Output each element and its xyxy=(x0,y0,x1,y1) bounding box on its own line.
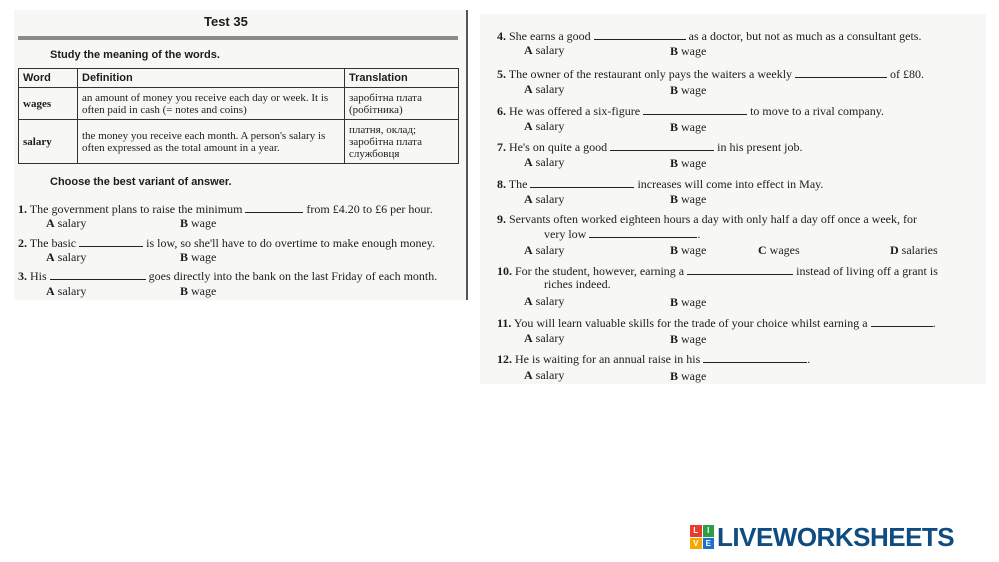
option-letter: A xyxy=(524,294,533,308)
option-letter: A xyxy=(46,216,55,230)
question-text-after: . xyxy=(697,227,701,241)
option-letter: A xyxy=(524,368,533,382)
question-text-before: He is waiting for an annual raise in his xyxy=(515,352,701,366)
question-8 xyxy=(497,176,823,191)
question-9-continuation xyxy=(544,226,700,241)
option-b[interactable] xyxy=(670,295,706,310)
option-label: wages xyxy=(769,243,800,257)
option-a[interactable] xyxy=(524,243,564,258)
answer-blank[interactable] xyxy=(594,28,686,40)
vocabulary-table xyxy=(18,68,459,164)
option-letter: A xyxy=(524,82,533,96)
question-text-before: The basic xyxy=(29,236,77,250)
option-a[interactable] xyxy=(524,294,564,309)
logo-mark-icon xyxy=(690,525,714,549)
option-letter: B xyxy=(180,250,189,264)
answer-blank[interactable] xyxy=(687,263,793,275)
question-6 xyxy=(497,103,884,118)
option-label: salary xyxy=(535,82,565,96)
question-text-before: very low xyxy=(544,227,587,241)
question-text-after: instead of living off a grant is xyxy=(796,264,938,278)
question-number: 8. xyxy=(497,177,506,191)
option-label: wage xyxy=(681,332,707,346)
question-text-after: as a doctor, but not as much as a consultant gets. xyxy=(688,29,922,43)
option-a[interactable] xyxy=(524,119,564,134)
logo-mark-tile: E xyxy=(703,538,715,550)
table-row xyxy=(19,88,459,120)
option-label: wage xyxy=(681,243,707,257)
answer-blank[interactable] xyxy=(589,226,697,238)
option-label: salary xyxy=(57,284,87,298)
option-b[interactable] xyxy=(670,44,706,59)
option-label: wage xyxy=(191,284,217,298)
question-text-before: The xyxy=(508,177,528,191)
test-title: Test 35 xyxy=(204,14,248,29)
question-text-before: She earns a good xyxy=(509,29,591,43)
option-b[interactable] xyxy=(180,284,216,299)
option-c[interactable] xyxy=(758,243,800,258)
option-a[interactable] xyxy=(524,331,564,346)
option-letter: B xyxy=(670,192,679,206)
question-text-after: . xyxy=(807,352,811,366)
option-a[interactable] xyxy=(524,368,564,383)
question-2 xyxy=(18,235,435,250)
question-5 xyxy=(497,66,924,81)
option-letter: A xyxy=(524,192,533,206)
option-a[interactable] xyxy=(524,82,564,97)
option-b[interactable] xyxy=(670,192,706,207)
option-b[interactable] xyxy=(670,83,706,98)
option-label: salary xyxy=(535,43,565,57)
question-number: 7. xyxy=(497,140,506,154)
question-10-continuation: riches indeed. xyxy=(544,277,611,291)
question-9 xyxy=(497,212,917,226)
option-letter: A xyxy=(524,243,533,257)
logo-mark-tile: V xyxy=(690,538,702,550)
question-text-before: He was offered a six-figure xyxy=(509,104,641,118)
question-number: 10. xyxy=(497,264,512,278)
question-1 xyxy=(18,201,433,216)
option-a[interactable] xyxy=(46,216,86,231)
option-letter: B xyxy=(670,156,679,170)
option-label: salary xyxy=(535,243,565,257)
option-label: wage xyxy=(681,44,707,58)
logo-text: LIVEWORKSHEETS xyxy=(717,521,955,552)
option-letter: B xyxy=(180,284,189,298)
option-label: wage xyxy=(681,83,707,97)
option-a[interactable] xyxy=(46,250,86,265)
option-a[interactable] xyxy=(524,43,564,58)
option-label: salary xyxy=(57,250,87,264)
column-header-word: Word xyxy=(19,69,78,88)
question-text-before: You will learn valuable skills for the trade of your choice whilst earning a xyxy=(513,316,868,330)
option-label: salary xyxy=(535,119,565,133)
option-label: salary xyxy=(57,216,87,230)
option-letter: B xyxy=(180,216,189,230)
question-11 xyxy=(497,315,936,330)
option-b[interactable] xyxy=(670,332,706,347)
option-label: wage xyxy=(191,216,217,230)
option-label: salary xyxy=(535,294,565,308)
title-rule xyxy=(18,36,458,40)
option-b[interactable] xyxy=(670,156,706,171)
question-text-before: For the student, however, earning a xyxy=(515,264,685,278)
question-3 xyxy=(18,268,437,283)
question-number: 4. xyxy=(497,29,506,43)
option-label: wage xyxy=(191,250,217,264)
answer-blank[interactable] xyxy=(610,139,714,151)
question-4 xyxy=(497,28,921,43)
question-text-before: The government plans to raise the minimum xyxy=(29,202,243,216)
question-12 xyxy=(497,351,810,366)
option-letter: A xyxy=(46,284,55,298)
liveworksheets-logo xyxy=(690,523,954,551)
cell-definition: an amount of money you receive each day or week. It is often paid in cash (= notes and coins) xyxy=(78,88,345,120)
option-label: wage xyxy=(681,192,707,206)
answer-blank[interactable] xyxy=(703,351,807,363)
option-letter: D xyxy=(890,243,899,257)
option-letter: A xyxy=(524,155,533,169)
option-letter: B xyxy=(670,83,679,97)
option-letter: B xyxy=(670,295,679,309)
option-letter: C xyxy=(758,243,767,257)
option-a[interactable] xyxy=(46,284,86,299)
answer-blank[interactable] xyxy=(530,176,634,188)
question-text-before: The owner of the restaurant only pays the waiters a weekly xyxy=(508,67,793,81)
question-number: 12. xyxy=(497,352,512,366)
question-number: 6. xyxy=(497,104,506,118)
question-number: 2. xyxy=(18,236,27,250)
option-letter: A xyxy=(46,250,55,264)
option-b[interactable] xyxy=(180,216,216,231)
answer-blank[interactable] xyxy=(795,66,887,78)
option-letter: B xyxy=(670,243,679,257)
question-text-after: in his present job. xyxy=(717,140,803,154)
option-label: salary xyxy=(535,368,565,382)
option-letter: B xyxy=(670,44,679,58)
answer-blank[interactable] xyxy=(643,103,747,115)
option-letter: A xyxy=(524,43,533,57)
option-label: salary xyxy=(535,155,565,169)
answer-blank[interactable] xyxy=(79,235,143,247)
option-letter: A xyxy=(524,331,533,345)
option-letter: B xyxy=(670,369,679,383)
question-text-after: . xyxy=(932,316,936,330)
answer-blank[interactable] xyxy=(871,315,933,327)
cell-translation: платня, оклад; заробітна плата службовця xyxy=(345,120,459,164)
option-b[interactable] xyxy=(670,120,706,135)
cell-translation: заробітна плата (робітника) xyxy=(345,88,459,120)
option-b[interactable] xyxy=(670,369,706,384)
option-letter: B xyxy=(670,332,679,346)
logo-mark-tile: I xyxy=(703,525,715,537)
question-text-before: He's on quite a good xyxy=(509,140,608,154)
option-b[interactable] xyxy=(180,250,216,265)
question-number: 9. xyxy=(497,212,506,226)
option-label: wage xyxy=(681,156,707,170)
question-text-after: of £80. xyxy=(890,67,925,81)
cell-word: salary xyxy=(19,120,78,164)
answer-blank[interactable] xyxy=(50,268,146,280)
question-10 xyxy=(497,263,938,278)
question-text-line1: Servants often worked eighteen hours a day with only half a day off once a week, for xyxy=(509,212,917,226)
question-7 xyxy=(497,139,802,154)
option-letter: B xyxy=(670,120,679,134)
study-heading: Study the meaning of the words. xyxy=(50,49,220,61)
table-header-row xyxy=(19,69,459,88)
question-text-after: is low, so she'll have to do overtime to make enough money. xyxy=(146,236,435,250)
logo-mark-tile: L xyxy=(690,525,702,537)
page-divider xyxy=(466,10,468,300)
question-text-after: increases will come into effect in May. xyxy=(637,177,824,191)
cell-word: wages xyxy=(19,88,78,120)
cell-definition: the money you receive each month. A person's salary is often expressed as the total amount in a year. xyxy=(78,120,345,164)
question-number: 1. xyxy=(18,202,27,216)
option-label: salaries xyxy=(901,243,938,257)
question-text-after: to move to a rival company. xyxy=(750,104,884,118)
option-label: salary xyxy=(535,192,565,206)
question-number: 3. xyxy=(18,269,27,283)
question-text-after: goes directly into the bank on the last Friday of each month. xyxy=(148,269,438,283)
question-text-before: His xyxy=(30,269,47,283)
option-letter: A xyxy=(524,119,533,133)
question-text-after: from £4.20 to £6 per hour. xyxy=(306,202,433,216)
column-header-translation: Translation xyxy=(345,69,459,88)
option-label: wage xyxy=(681,295,707,309)
column-header-definition: Definition xyxy=(78,69,345,88)
table-row xyxy=(19,120,459,164)
option-d[interactable] xyxy=(890,243,938,258)
answer-blank[interactable] xyxy=(245,201,303,213)
question-number: 11. xyxy=(497,316,512,330)
option-a[interactable] xyxy=(524,155,564,170)
question-number: 5. xyxy=(497,67,506,81)
option-b[interactable] xyxy=(670,243,706,258)
option-label: wage xyxy=(681,120,707,134)
option-label: wage xyxy=(681,369,707,383)
choose-heading: Choose the best variant of answer. xyxy=(50,176,232,188)
option-a[interactable] xyxy=(524,192,564,207)
option-label: salary xyxy=(535,331,565,345)
